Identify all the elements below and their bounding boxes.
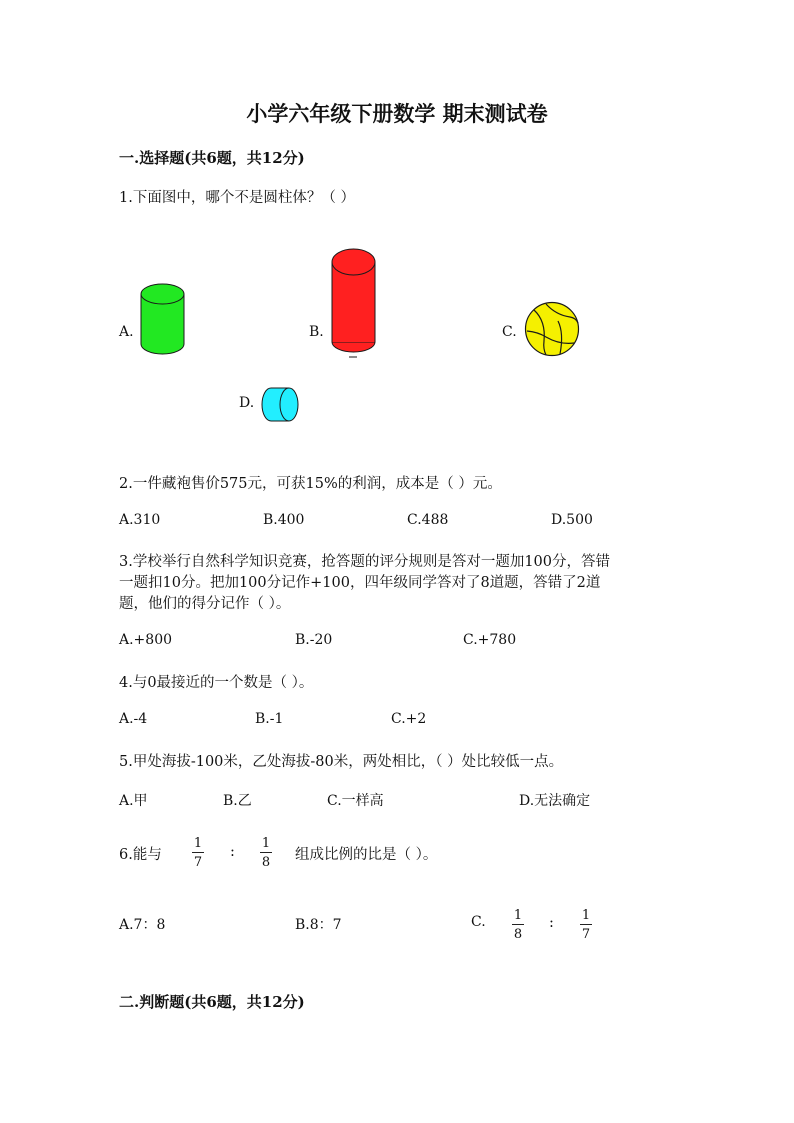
fraction-numerator: 1: [193, 836, 203, 851]
question-6-prefix: 6.能与: [119, 847, 162, 863]
q1-option-a-label: A.: [119, 324, 134, 340]
q2-option-b: B.400: [263, 512, 305, 528]
question-3-line-1: 3.学校举行自然科学知识竞赛，抢答题的评分规则是答对一题加100分，答错: [119, 554, 611, 570]
q1-option-c-label: C.: [502, 324, 517, 340]
q6-option-c-colon: :: [549, 915, 554, 931]
q5-option-c: C.一样高: [327, 793, 384, 809]
fraction-denominator: 8: [513, 927, 523, 942]
fraction-denominator: 7: [193, 855, 203, 870]
q3-option-b: B.-20: [295, 632, 333, 648]
question-2-text: 2.一件藏袍售价575元，可获15%的利润，成本是（ ）元。: [119, 476, 502, 492]
page-title: 小学六年级下册数学 期末测试卷: [246, 101, 548, 126]
question-6-suffix: 组成比例的比是（ ）。: [295, 847, 438, 863]
fraction-denominator: 7: [581, 927, 591, 942]
fraction-numerator: 1: [581, 908, 591, 923]
q6-option-c-label: C.: [471, 914, 486, 930]
question-3-line-3: 题，他们的得分记作（ ）。: [119, 596, 291, 612]
question-5-text: 5.甲处海拔-100米，乙处海拔-80米，两处相比，（ ）处比较低一点。: [119, 754, 564, 770]
q4-option-a: A.-4: [119, 711, 148, 727]
section-heading-choice: 一.选择题(共6题，共12分): [119, 149, 305, 167]
q5-option-a: A.甲: [119, 793, 148, 809]
q5-option-b: B.乙: [223, 793, 252, 809]
q3-option-c: C.+780: [463, 632, 517, 648]
q6-option-c-fraction-one-seventh: [578, 909, 594, 941]
q5-option-d: D.无法确定: [519, 793, 591, 809]
q2-option-a: A.310: [119, 512, 161, 528]
q6-option-a: A.7：8: [119, 917, 166, 933]
q6-ratio-colon: :: [230, 844, 235, 860]
question-3-line-2: 一题扣10分。把加100分记作+100，四年级同学答对了8道题，答错了2道: [119, 575, 601, 591]
red-cylinder-figure: [331, 248, 377, 360]
q4-option-b: B.-1: [255, 711, 284, 727]
q6-option-b: B.8：7: [295, 917, 342, 933]
q2-option-d: D.500: [551, 512, 593, 528]
q4-option-c: C.+2: [391, 711, 427, 727]
fraction-denominator: 8: [261, 855, 271, 870]
question-1-text: 1.下面图中，哪个不是圆柱体？（ ）: [119, 190, 355, 206]
q1-option-b-label: B.: [309, 324, 324, 340]
question-4-text: 4.与0最接近的一个数是（ ）。: [119, 675, 314, 691]
cyan-cylinder-figure: [261, 387, 301, 423]
q6-fraction-one-eighth: [258, 837, 274, 869]
q6-fraction-one-seventh: [190, 837, 206, 869]
q6-option-c-fraction-one-eighth: [510, 909, 526, 941]
q3-option-a: A.+800: [119, 632, 173, 648]
section-heading-judgement: 二.判断题(共6题，共12分): [119, 993, 305, 1011]
fraction-numerator: 1: [261, 836, 271, 851]
q1-option-d-label: D.: [239, 395, 255, 411]
fraction-numerator: 1: [513, 908, 523, 923]
q2-option-c: C.488: [407, 512, 449, 528]
green-cylinder-figure: [140, 282, 186, 356]
yellow-ball-figure: [524, 301, 580, 357]
